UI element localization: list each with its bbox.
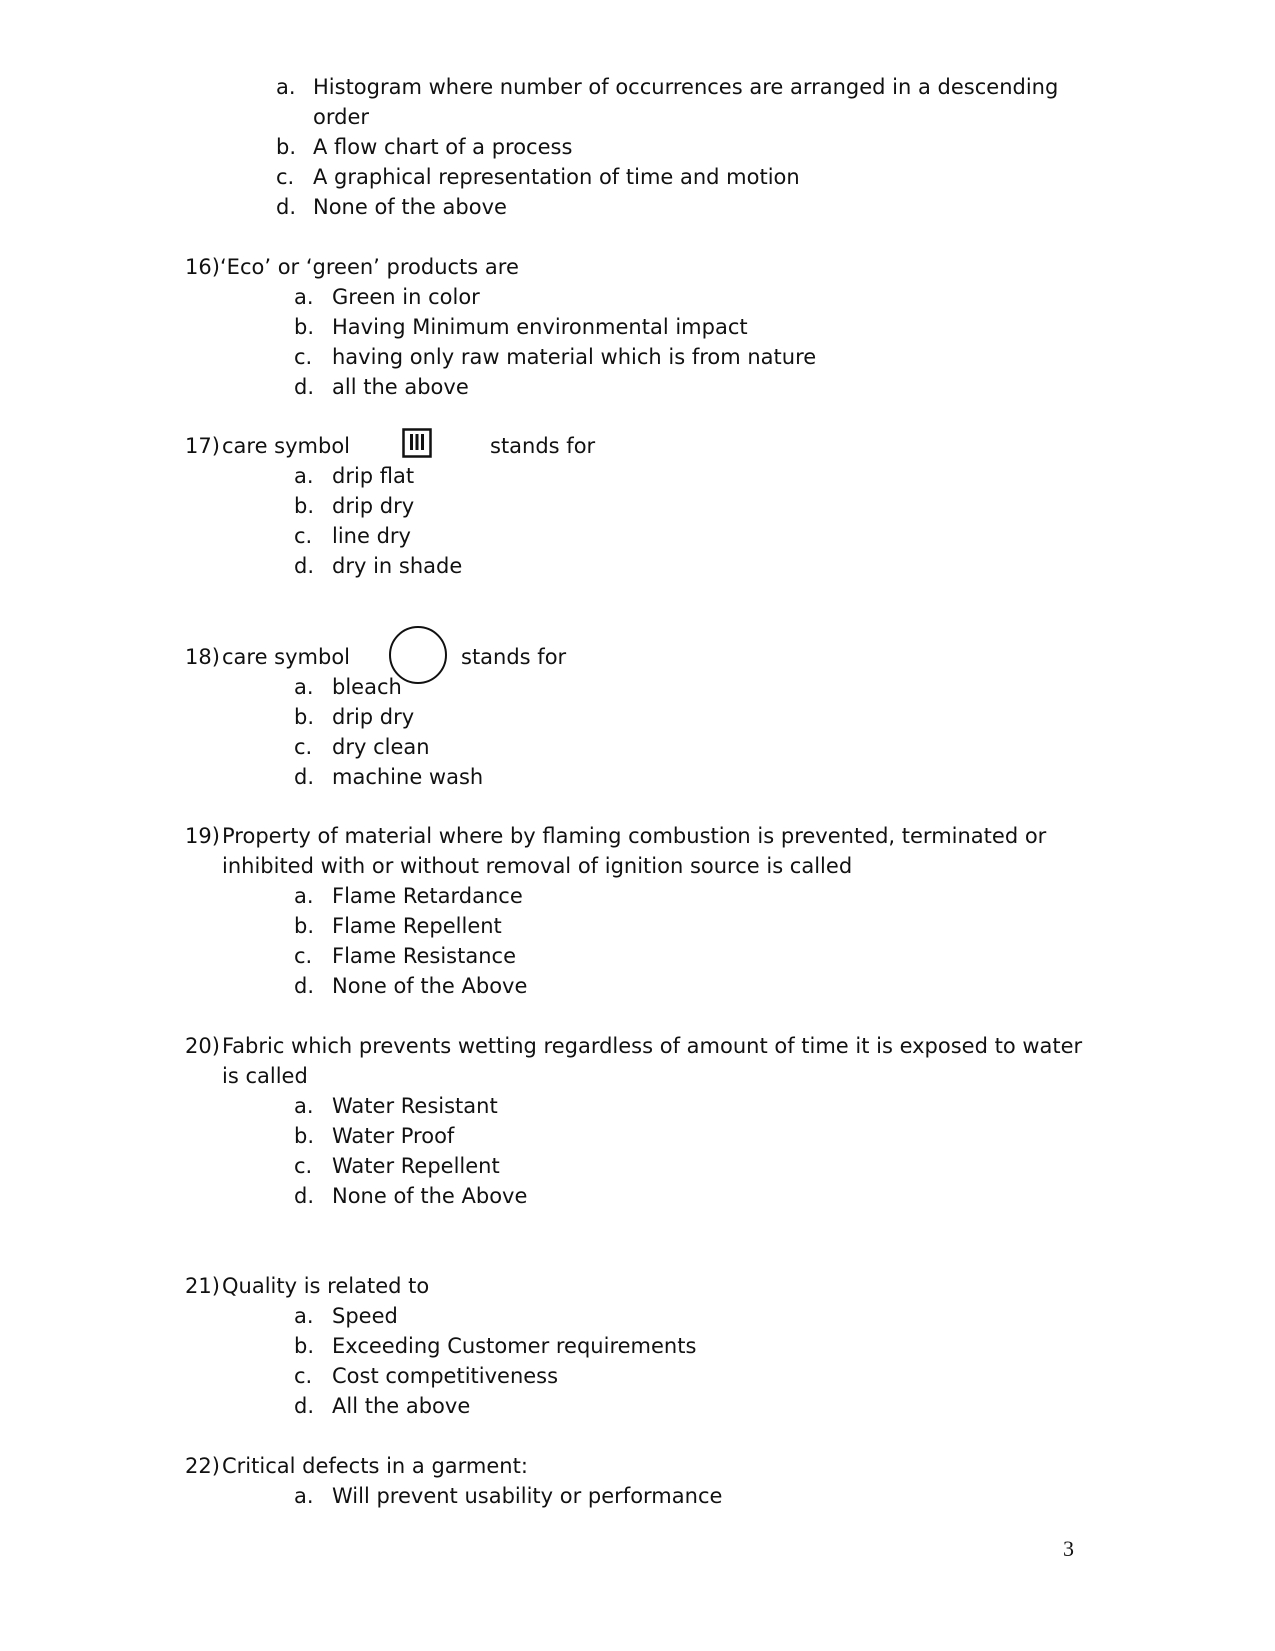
option-letter: d. xyxy=(294,765,315,789)
option-letter: c. xyxy=(294,524,313,548)
question-text-line-2: is called xyxy=(222,1064,308,1088)
option-letter: c. xyxy=(294,735,313,759)
question-text: Quality is related to xyxy=(222,1274,430,1298)
option-text: None of the above xyxy=(313,195,507,219)
option-letter: b. xyxy=(294,914,315,938)
option-text: Water Resistant xyxy=(332,1094,498,1118)
question-number: 16) xyxy=(185,255,220,279)
question-number: 19) xyxy=(185,824,220,848)
question-text: ‘Eco’ or ‘green’ products are xyxy=(220,255,519,279)
question-text-line-1: Fabric which prevents wetting regardless of amount of time it is exposed to water xyxy=(222,1034,1083,1058)
option-text: Will prevent usability or performance xyxy=(332,1484,723,1508)
question-text-line-2: inhibited with or without removal of ignition source is called xyxy=(222,854,853,878)
option-text: None of the Above xyxy=(332,974,528,998)
option-text: Flame Repellent xyxy=(332,914,502,938)
option-letter: d. xyxy=(276,195,297,219)
question-text: care symbol xyxy=(222,434,351,458)
option-letter: c. xyxy=(294,1154,313,1178)
question-text: Critical defects in a garment: xyxy=(222,1454,528,1478)
option-letter: d. xyxy=(294,974,315,998)
option-text: Flame Resistance xyxy=(332,944,516,968)
option-text: all the above xyxy=(332,375,469,399)
option-text: Speed xyxy=(332,1304,398,1328)
line-dry-care-symbol-icon xyxy=(402,428,432,458)
option-letter: c. xyxy=(294,345,313,369)
option-text: Green in color xyxy=(332,285,480,309)
option-letter: c. xyxy=(276,165,295,189)
option-text-continuation: order xyxy=(313,105,369,129)
option-text: Histogram where number of occurrences are arranged in a descending xyxy=(313,75,1059,99)
option-letter: a. xyxy=(294,884,314,908)
option-text: Water Proof xyxy=(332,1124,455,1148)
question-number: 18) xyxy=(185,645,220,669)
option-letter: b. xyxy=(294,1334,315,1358)
question-text: care symbol xyxy=(222,645,351,669)
option-text: All the above xyxy=(332,1394,471,1418)
question-text-suffix: stands for xyxy=(461,645,567,669)
option-letter: a. xyxy=(294,464,314,488)
option-text: drip dry xyxy=(332,705,415,729)
question-text-line-1: Property of material where by flaming combustion is prevented, terminated or xyxy=(222,824,1047,848)
option-text: having only raw material which is from nature xyxy=(332,345,817,369)
option-letter: c. xyxy=(294,944,313,968)
option-letter: b. xyxy=(276,135,297,159)
option-text: None of the Above xyxy=(332,1184,528,1208)
option-letter: b. xyxy=(294,315,315,339)
option-letter: a. xyxy=(294,1304,314,1328)
question-number: 21) xyxy=(185,1274,220,1298)
question-text-suffix: stands for xyxy=(490,434,596,458)
option-letter: a. xyxy=(294,285,314,309)
option-letter: d. xyxy=(294,375,315,399)
option-letter: d. xyxy=(294,1184,315,1208)
option-text: Cost competitiveness xyxy=(332,1364,559,1388)
question-number: 20) xyxy=(185,1034,220,1058)
option-text: A graphical representation of time and motion xyxy=(313,165,800,189)
option-text: drip dry xyxy=(332,494,415,518)
option-letter: d. xyxy=(294,1394,315,1418)
option-letter: c. xyxy=(294,1364,313,1388)
option-text: bleach xyxy=(332,675,402,699)
option-text: Exceeding Customer requirements xyxy=(332,1334,697,1358)
option-letter: a. xyxy=(276,75,296,99)
option-letter: a. xyxy=(294,1484,314,1508)
question-number: 22) xyxy=(185,1454,220,1478)
option-letter: b. xyxy=(294,494,315,518)
page-number: 3 xyxy=(1063,1536,1074,1561)
option-text: Flame Retardance xyxy=(332,884,523,908)
option-letter: a. xyxy=(294,675,314,699)
option-letter: b. xyxy=(294,705,315,729)
option-text: Having Minimum environmental impact xyxy=(332,315,748,339)
option-text: A flow chart of a process xyxy=(313,135,573,159)
option-text: Water Repellent xyxy=(332,1154,500,1178)
option-text: drip flat xyxy=(332,464,415,488)
option-letter: b. xyxy=(294,1124,315,1148)
option-letter: a. xyxy=(294,1094,314,1118)
option-text: dry clean xyxy=(332,735,430,759)
option-letter: d. xyxy=(294,554,315,578)
option-text: dry in shade xyxy=(332,554,463,578)
question-number: 17) xyxy=(185,434,220,458)
option-text: machine wash xyxy=(332,765,484,789)
option-text: line dry xyxy=(332,524,411,548)
